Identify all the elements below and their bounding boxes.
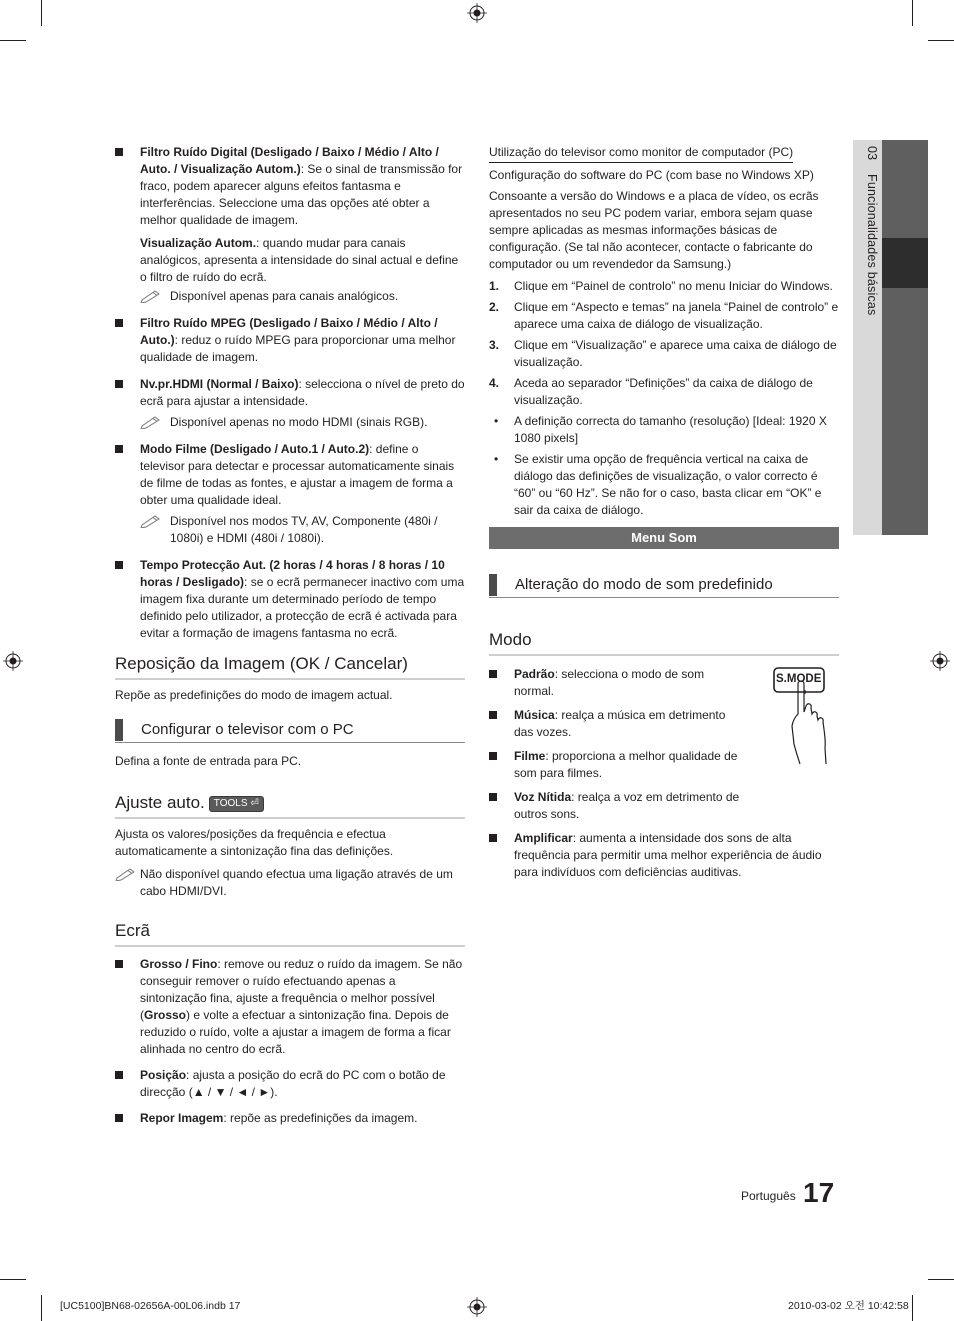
note-text: Disponível apenas para canais analógicos. — [170, 289, 399, 303]
bullet-square-icon — [115, 445, 123, 453]
crop-mark — [0, 40, 26, 41]
footer-language: Português — [741, 1189, 796, 1203]
section-reposicao — [115, 654, 465, 704]
smode-label: S.MODE — [776, 673, 822, 685]
item-title: Nv.pr.HDMI (Normal / Baixo) — [140, 377, 299, 391]
section-ecra — [115, 921, 465, 1134]
dot-item: • Se existir uma opção de frequência vertical na caixa de diálogo das definições de visualização, o valor correcto é “60” ou “60 Hz”. Se não for o caso, basta clicar em “OK” e sair da caixa de diálogo. — [494, 452, 822, 517]
bullet-square-icon — [115, 561, 123, 569]
subsection-title: Configurar o televisor com o PC — [115, 719, 465, 743]
list-item — [115, 557, 465, 642]
item-text: : Se o sinal de transmissão for fraco, podem aparecer alguns efeitos fantasma e interferências. Seleccione uma das opções até obter a melhor qualidade de imagem. — [140, 162, 463, 227]
section-text: Ajusta os valores/posições da frequência e efectua automaticamente a sintonização fina das definições. — [115, 827, 394, 858]
item-subtitle: Visualização Autom. — [140, 236, 257, 250]
tools-button-icon: TOOLS ⏎ — [209, 796, 264, 812]
bullet-square-icon — [489, 711, 497, 719]
list-item — [115, 441, 465, 547]
list-item: Filme: proporciona a melhor qualidade de som para filmes. — [489, 748, 744, 782]
note — [140, 513, 465, 547]
item-title: Filtro Ruído Digital (Desligado / Baixo / Médio / Alto / Auto. / Visualização Autom.) — [140, 145, 439, 176]
registration-mark-icon — [467, 1297, 487, 1317]
registration-mark-icon — [930, 651, 950, 671]
dot-item: • A definição correcta do tamanho (resolução) [Ideal: 1920 X 1080 pixels] — [494, 414, 827, 445]
chapter-number: 03 — [865, 146, 879, 161]
list-item — [115, 315, 465, 366]
bullet-square-icon — [115, 148, 123, 156]
pc-section-title: Utilização do televisor como monitor de computador (PC) — [489, 144, 793, 163]
subsection-bar — [115, 719, 123, 741]
menu-som-band: Menu Som — [489, 527, 839, 549]
bullet-square-icon — [489, 670, 497, 678]
pc-intro: Consoante a versão do Windows e a placa de vídeo, os ecrãs apresentados no seu PC podem variar, embora sejam quase sempre aplicadas as mesmas informações básicas de configuração. (Se tal não acontecer, contacte o fabricante do computador ou um revendedor da Samsung.) — [489, 189, 819, 271]
subsection-title: Alteração do modo de som predefinido — [489, 574, 839, 598]
step-item: 3. Clique em “Visualização” e aparece uma caixa de diálogo de visualização. — [489, 338, 837, 369]
item-title: Modo Filme (Desligado / Auto.1 / Auto.2) — [140, 442, 370, 456]
section-title: Reposição da Imagem (OK / Cancelar) — [115, 654, 465, 680]
list-item: Música: realça a música em detrimento das vozes. — [489, 707, 744, 741]
note-pencil-icon — [140, 514, 162, 528]
section-configurar — [115, 719, 465, 770]
section-ajuste-auto — [115, 793, 465, 900]
section-title: Ecrã — [115, 921, 465, 947]
bullet-square-icon — [115, 1114, 123, 1122]
item-text: : selecciona o nível de preto do ecrã para ajustar a intensidade. — [140, 377, 465, 408]
left-column — [115, 144, 465, 649]
bullet-square-icon — [489, 793, 497, 801]
chapter-tab-strip — [882, 140, 928, 535]
section-title: Ajuste auto. TOOLS ⏎ — [115, 793, 465, 819]
item-title: Tempo Protecção Aut. (2 horas / 4 horas / 8 horas / 10 horas / Desligado) — [140, 558, 445, 589]
step-item: 2. Clique em “Aspecto e temas” na janela “Painel de controlo” e aparece uma caixa de diálogo de visualização. — [489, 300, 839, 331]
registration-mark-icon — [467, 3, 487, 23]
chapter-tab-marker — [882, 238, 928, 288]
slug-file: [UC5100]BN68-02656A-00L06.indb 17 — [60, 1300, 241, 1312]
crop-mark — [928, 1279, 954, 1280]
item-text: : reduz o ruído MPEG para proporcionar uma melhor qualidade de imagem. — [140, 333, 456, 364]
section-alteracao — [489, 574, 839, 598]
step-item: 4. Aceda ao separador “Definições” da caixa de diálogo de visualização. — [489, 376, 813, 407]
bullet-square-icon — [115, 319, 123, 327]
list-item: Grosso / Fino: remove ou reduz o ruído da imagem. Se não conseguir remover o ruído efectuando apenas a sintonização fina, ajuste a frequência o melhor possível (Grosso) e volte a efectuar a sintonização fina. Depois de reduzido o ruído, volte a ajustar a imagem de forma a ficar alinhada no centro do ecrã. — [115, 956, 465, 1058]
bullet-square-icon — [489, 834, 497, 842]
item-text: : define o televisor para detectar e processar automaticamente sinais de filme de todas as fontes, e ajustar a imagem de forma a obter uma qualidade ideal. — [140, 442, 455, 507]
note-text: Não disponível quando efectua uma ligação através de um cabo HDMI/DVI. — [140, 867, 453, 898]
section-text: Repõe as predefinições do modo de imagem actual. — [115, 688, 393, 702]
list-item: Voz Nítida: realça a voz em detrimento de outros sons. — [489, 789, 744, 823]
list-item — [115, 376, 465, 431]
crop-mark — [928, 40, 954, 41]
note-pencil-icon — [140, 289, 162, 303]
note-pencil-icon — [115, 867, 137, 881]
section-title: Modo — [489, 630, 839, 656]
item-title: Grosso / Fino — [140, 957, 218, 971]
crop-mark — [41, 1295, 42, 1321]
note-pencil-icon — [140, 415, 162, 429]
note — [140, 414, 465, 431]
section-text: Defina a fonte de entrada para PC. — [115, 754, 302, 768]
step-item: 1. Clique em “Painel de controlo” no menu Iniciar do Windows. — [489, 279, 833, 293]
crop-mark — [912, 0, 913, 26]
crop-mark — [0, 1279, 26, 1280]
item-subtext: : quando mudar para canais analógicos, apresenta a intensidade do sinal actual e define o filtro de ruído do ecrã. — [140, 236, 459, 284]
note-text: Disponível apenas no modo HDMI (sinais RGB). — [170, 415, 428, 429]
item-title: Posição — [140, 1068, 187, 1082]
subsection-bar — [489, 574, 497, 596]
item-title: Filtro Ruído MPEG (Desligado / Baixo / Médio / Alto / Auto.) — [140, 316, 438, 347]
note-text: Disponível nos modos TV, AV, Componente (480i / 1080i) e HDMI (480i / 1080i). — [170, 514, 438, 545]
list-item: Padrão: selecciona o modo de som normal. — [489, 666, 744, 700]
crop-mark — [41, 0, 42, 26]
list-item: Posição: ajusta a posição do ecrã do PC com o botão de direcção (▲ / ▼ / ◄ / ►). — [115, 1067, 465, 1101]
item-title: Repor Imagem — [140, 1111, 224, 1125]
crop-mark — [912, 1295, 913, 1321]
chapter-label — [858, 146, 880, 466]
item-text: : se o ecrã permanecer inactivo com uma imagem fixa durante um determinado período de tempo definido pelo utilizador, a protecção de ecrã é activada para evitar a formação de imagens fantasma no ecrã. — [140, 575, 465, 640]
registration-mark-icon — [3, 651, 23, 671]
chapter-title: Funcionalidades básicas — [865, 174, 879, 316]
slug-date: 2010-03-02 오전 10:42:58 — [788, 1300, 909, 1312]
bullet-square-icon — [489, 752, 497, 760]
right-column — [489, 144, 839, 523]
pc-subtitle: Configuração do software do PC (com base no Windows XP) — [489, 168, 814, 182]
bullet-square-icon — [115, 960, 123, 968]
bullet-square-icon — [115, 380, 123, 388]
list-item: Repor Imagem: repõe as predefinições da imagem. — [115, 1110, 465, 1127]
list-item: Amplificar: aumenta a intensidade dos sons de alta frequência para permitir uma melhor experiência de áudio para indivíduos com deficiências auditivas. — [489, 830, 839, 881]
list-item — [115, 144, 465, 305]
note — [140, 288, 465, 305]
note — [115, 866, 465, 900]
bullet-square-icon — [115, 1071, 123, 1079]
smode-remote-illustration — [768, 664, 840, 766]
page-number: 17 — [803, 1177, 835, 1208]
